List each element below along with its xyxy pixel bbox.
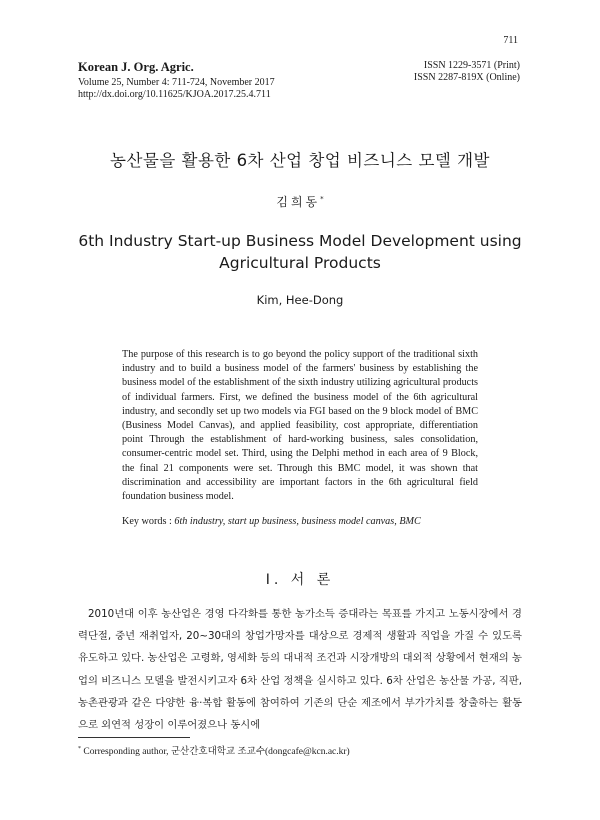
author-korean-name: 김희동	[276, 195, 321, 209]
title-english	[0, 230, 600, 274]
footnote-divider	[78, 737, 190, 738]
author-english: Kim, Hee-Dong	[256, 293, 344, 307]
journal-name: Korean J. Org. Agric.	[78, 60, 194, 74]
author-korean-mark: *	[320, 195, 324, 203]
title-english-line2: Agricultural Products	[219, 254, 381, 272]
title-korean: 농산물을 활용한 6차 산업 창업 비즈니스 모델 개발	[110, 151, 490, 170]
section-heading: Ⅰ. 서 론	[265, 572, 335, 588]
author-korean	[0, 193, 600, 210]
issn-online: ISSN 2287-819X (Online)	[413, 72, 520, 83]
volume-line: Volume 25, Number 4: 711-724, November 2017	[78, 77, 275, 88]
footnote	[78, 743, 350, 757]
doi-link[interactable]: http://dx.doi.org/10.11625/KJOA.2017.25.4.711	[78, 89, 271, 100]
title-english-line1: 6th Industry Start-up Business Model Development using	[78, 232, 522, 250]
footnote-text: Corresponding author, 군산간호대학교 조교수(dongcafe@kcn.ac.kr)	[81, 747, 350, 757]
keywords-values: 6th industry, start up business, business model canvas, BMC	[174, 516, 421, 527]
abstract: The purpose of this research is to go beyond the policy support of the traditional sixth industry and to build a business model of the farmers' business by establishing the business model of the establishment of the sixth industry utilizing agricultural products of individual farmers. First, we defined the business model of the 6th agricultural industry, and secondly set up two models via FGI based on the 9 block model of BMC (Business Model Canvas), and applied feasibility, cost appropriate, differentiation point Through the establishment of hard-working business, sales consolidation, consumer-centric model set. Third, using the Delphi method in each area of 9 Block, the final 21 components were set. Through this BMC model, it was shown that discrimination and accessibility are important factors in the 6th agricultural field foundation business model.	[122, 349, 478, 503]
issn-print: ISSN 1229-3571 (Print)	[423, 60, 520, 71]
keywords-label: Key words :	[122, 516, 172, 527]
journal-header	[78, 60, 275, 101]
page-number: 711	[503, 35, 518, 46]
issn-block	[414, 60, 520, 84]
keywords	[122, 516, 482, 527]
footnote-mark: *	[78, 745, 81, 752]
body-paragraph: 2010년대 이후 농산업은 경영 다각화를 통한 농가소득 증대라는 목표를 가지고 노동시장에서 경력단절, 중년 재취업자, 20~30대의 창업가망자를 대상으로 경제적 생활과 직업을 가질 수 있도록 유도하고 있다. 농산업은 고령화, 영세화 등의 대내적 조건과 시장개방의 대외적 상황에서 현재의 농업의 비즈니스 모델을 발전시키고자 6차 산업 정책을 실시하고 있다. 6차 산업은 농산물 가공, 직판, 농촌관광과 같은 다양한 융·복합 활동에 참여하여 기존의 단순 제조에서 부가가치를 창출하는 활동으로 외연적 성장이 이루어졌으나 동시에	[78, 608, 522, 732]
